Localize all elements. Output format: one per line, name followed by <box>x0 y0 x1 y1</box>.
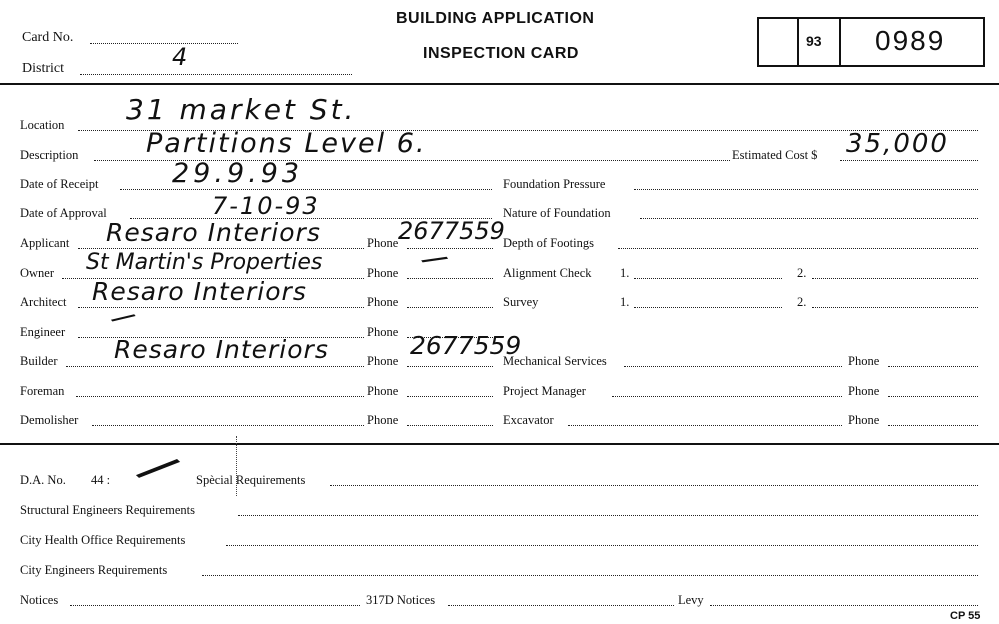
excavator-label: Excavator <box>503 413 554 427</box>
notices-label: Notices <box>20 593 59 607</box>
applicant-phone-field <box>407 248 493 249</box>
card-number: 0989 <box>875 25 946 56</box>
nature-of-foundation-label: Nature of Foundation <box>503 206 611 220</box>
da-no-mark: / <box>133 441 184 495</box>
description-label: Description <box>20 148 79 162</box>
demolisher-phone-field <box>407 425 493 426</box>
317d-notices-label: 317D Notices <box>366 593 436 607</box>
foundation-pressure-field <box>634 189 978 190</box>
demolisher-label: Demolisher <box>20 413 79 427</box>
survey-label: Survey <box>503 295 539 309</box>
owner-label: Owner <box>20 266 55 280</box>
excavator-field <box>568 425 842 426</box>
alignment-check-field1 <box>634 278 782 279</box>
district-label: District <box>22 61 64 76</box>
project-manager-field <box>612 396 842 397</box>
levy-field <box>710 605 978 606</box>
card-no-field <box>90 43 238 44</box>
survey-item2: 2. <box>797 295 807 309</box>
builder-phone-value: 2677559 <box>410 331 522 360</box>
demolisher-phone-label: Phone <box>367 413 399 427</box>
survey-item1: 1. <box>620 295 630 309</box>
city-engineers-field <box>202 575 978 576</box>
foreman-field <box>76 396 364 397</box>
owner-phone-label: Phone <box>367 266 399 280</box>
special-requirements-label: Spècial Requirements <box>196 473 306 487</box>
builder-field <box>66 366 364 367</box>
alignment-check-item1: 1. <box>620 266 630 280</box>
card-year: 93 <box>806 33 822 49</box>
form-code: CP 55 <box>950 610 981 622</box>
applicant-value: Resaro Interiors <box>106 218 321 247</box>
requirements-rule <box>0 443 999 445</box>
foreman-phone-field <box>407 396 493 397</box>
317d-notices-field <box>448 605 674 606</box>
nature-of-foundation-field <box>640 218 978 219</box>
da-no-label: D.A. No. <box>20 473 66 487</box>
box-divider-1 <box>797 19 799 65</box>
description-value: Partitions Level 6. <box>146 128 427 159</box>
alignment-check-label: Alignment Check <box>503 266 592 280</box>
owner-phone-field <box>407 278 493 279</box>
notices-field <box>70 605 360 606</box>
owner-phone-mark: / <box>418 245 452 274</box>
survey-field2 <box>812 307 978 308</box>
mechanical-services-phone-label: Phone <box>848 354 880 368</box>
district-value: 4 <box>172 43 189 71</box>
applicant-phone-label: Phone <box>367 236 399 250</box>
foundation-pressure-label: Foundation Pressure <box>503 177 606 191</box>
location-label: Location <box>20 118 65 132</box>
engineer-value: / <box>108 304 138 332</box>
demolisher-field <box>92 425 364 426</box>
estimated-cost-field <box>840 160 978 161</box>
date-of-receipt-label: Date of Receipt <box>20 177 99 191</box>
header-rule <box>0 83 999 85</box>
card-title-line2: INSPECTION CARD <box>423 45 579 62</box>
foreman-label: Foreman <box>20 384 65 398</box>
date-of-receipt-value: 29.9.93 <box>172 158 304 189</box>
city-engineers-label: City Engineers Requirements <box>20 563 168 577</box>
architect-phone-field <box>407 307 493 308</box>
owner-value: St Martin's Properties <box>86 250 323 275</box>
special-requirements-field <box>330 485 978 486</box>
foreman-phone-label: Phone <box>367 384 399 398</box>
project-manager-phone-field <box>888 396 978 397</box>
card-title-line1: BUILDING APPLICATION <box>396 10 595 27</box>
project-manager-phone-label: Phone <box>848 384 880 398</box>
architect-label: Architect <box>20 295 67 309</box>
builder-phone-field <box>407 366 493 367</box>
city-health-label: City Health Office Requirements <box>20 533 186 547</box>
mechanical-services-label: Mechanical Services <box>503 354 607 368</box>
date-of-receipt-field <box>120 189 492 190</box>
estimated-cost-value: 35,000 <box>846 129 949 159</box>
card-number-box <box>757 17 985 67</box>
applicant-phone-value: 2677559 <box>398 217 505 245</box>
depth-of-footings-label: Depth of Footings <box>503 236 594 250</box>
card-no-label: Card No. <box>22 30 74 45</box>
architect-field <box>78 307 364 308</box>
excavator-phone-label: Phone <box>848 413 880 427</box>
architect-phone-label: Phone <box>367 295 399 309</box>
builder-label: Builder <box>20 354 58 368</box>
structural-engineers-label: Structural Engineers Requirements <box>20 503 195 517</box>
architect-value: Resaro Interiors <box>92 277 307 306</box>
estimated-cost-label: Estimated Cost $ <box>732 148 818 162</box>
survey-field1 <box>634 307 782 308</box>
depth-of-footings-field <box>618 248 978 249</box>
excavator-phone-field <box>888 425 978 426</box>
builder-phone-label: Phone <box>367 354 399 368</box>
district-field <box>80 74 352 75</box>
builder-value: Resaro Interiors <box>114 335 329 364</box>
engineer-label: Engineer <box>20 325 66 339</box>
box-divider-2 <box>839 19 841 65</box>
date-of-approval-label: Date of Approval <box>20 206 107 220</box>
alignment-check-item2: 2. <box>797 266 807 280</box>
date-of-approval-value: 7-10-93 <box>212 192 320 220</box>
levy-label: Levy <box>678 593 704 607</box>
location-value: 31 market St. <box>126 93 357 126</box>
da-no-value: 44 : <box>91 473 111 487</box>
mechanical-services-field <box>624 366 842 367</box>
alignment-check-field2 <box>812 278 978 279</box>
city-health-field <box>226 545 978 546</box>
engineer-phone-label: Phone <box>367 325 399 339</box>
applicant-label: Applicant <box>20 236 70 250</box>
structural-engineers-field <box>238 515 978 516</box>
mechanical-services-phone-field <box>888 366 978 367</box>
da-divider <box>236 436 237 496</box>
project-manager-label: Project Manager <box>503 384 586 398</box>
